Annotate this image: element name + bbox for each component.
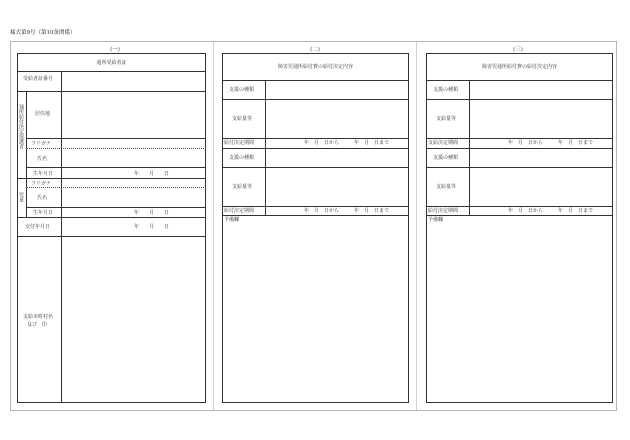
panel-three-frame	[426, 53, 613, 403]
panel-separator	[416, 42, 417, 410]
period-value: 年 月 日から 年 月 日まで	[508, 140, 594, 146]
support-type-label-2: 支援の種類	[433, 155, 459, 161]
panel-title-one: (一)	[110, 47, 120, 53]
row-divider	[426, 99, 613, 100]
dob-label: 生年月日	[33, 171, 54, 177]
period-value: 年 月 日から 年 月 日まで	[304, 140, 390, 146]
row-divider	[222, 167, 409, 168]
notes-label: 予備欄	[224, 217, 240, 223]
row-divider	[222, 215, 409, 216]
panel-three-heading: 障害児通所給付費の給付決定内容	[481, 64, 557, 70]
issue-date-label: 交付年月日	[25, 224, 51, 230]
row-divider	[222, 138, 409, 139]
issue-date-value: 年 月 日	[134, 224, 170, 230]
col-divider	[26, 178, 27, 217]
amount-label-2: 支給量等	[436, 184, 457, 190]
period-value-2: 年 月 日から 年 月 日まで	[304, 208, 390, 214]
period-label: 支給決定期間	[428, 140, 459, 146]
child-name-label: 氏名	[37, 195, 48, 201]
amount-label-2: 支給量等	[232, 184, 253, 190]
col-divider	[26, 91, 27, 178]
panel-two-frame	[222, 53, 409, 403]
row-divider	[26, 148, 206, 149]
row-divider	[426, 138, 613, 139]
row-divider	[222, 80, 409, 81]
row-divider	[17, 91, 206, 92]
row-divider	[222, 99, 409, 100]
row-divider	[26, 138, 206, 139]
amount-label: 支給量等	[436, 116, 457, 122]
cert-number-label: 受給者証番号	[23, 76, 54, 82]
period-label-2: 給付決定期間	[428, 208, 459, 214]
row-divider	[17, 236, 206, 237]
name-label: 氏名	[37, 156, 48, 162]
row-divider	[426, 206, 613, 207]
furigana-label: フリガナ	[31, 141, 51, 147]
issuer-label-line2: 及び 印	[27, 322, 48, 328]
row-divider	[426, 215, 613, 216]
child-dob-value: 年 月 日	[134, 210, 170, 216]
issuer-label-line1: 支給市町村名	[23, 314, 54, 320]
notes-label: 予備欄	[428, 217, 444, 223]
guardian-group-label: 通所給付決定保護者	[18, 104, 24, 149]
support-type-label: 支援の種類	[229, 87, 255, 93]
row-divider	[17, 178, 206, 179]
child-dob-label: 生年月日	[33, 210, 54, 216]
panel-one-heading: 通所受給者証	[96, 60, 127, 66]
period-label-2: 給付決定期間	[224, 208, 255, 214]
panel-separator	[213, 42, 214, 410]
panel-two-heading: 障害児通所給付費の給付決定内容	[277, 64, 353, 70]
address-label: 居住地	[35, 111, 51, 117]
dob-value: 年 月 日	[134, 171, 170, 177]
row-divider	[26, 167, 206, 168]
child-group-label: 児童	[18, 192, 24, 202]
col-divider	[61, 71, 62, 91]
support-type-label: 支援の種類	[433, 87, 459, 93]
row-divider	[222, 148, 409, 149]
amount-label: 支給量等	[232, 116, 253, 122]
row-divider	[26, 207, 206, 208]
row-divider	[17, 71, 206, 72]
support-type-label-2: 支援の種類	[229, 155, 255, 161]
panel-title-three: (三)	[513, 47, 523, 53]
row-divider	[426, 148, 613, 149]
panel-title-two: (二)	[310, 47, 320, 53]
row-divider	[426, 167, 613, 168]
child-furigana-label: フリガナ	[31, 181, 51, 187]
row-divider	[26, 187, 206, 188]
period-value-2: 年 月 日から 年 月 日まで	[508, 208, 594, 214]
form-number-label: 様式第9号（第10条関係）	[10, 30, 76, 36]
row-divider	[17, 217, 206, 218]
period-label: 給付決定期間	[224, 140, 255, 146]
row-divider	[222, 206, 409, 207]
row-divider	[426, 80, 613, 81]
